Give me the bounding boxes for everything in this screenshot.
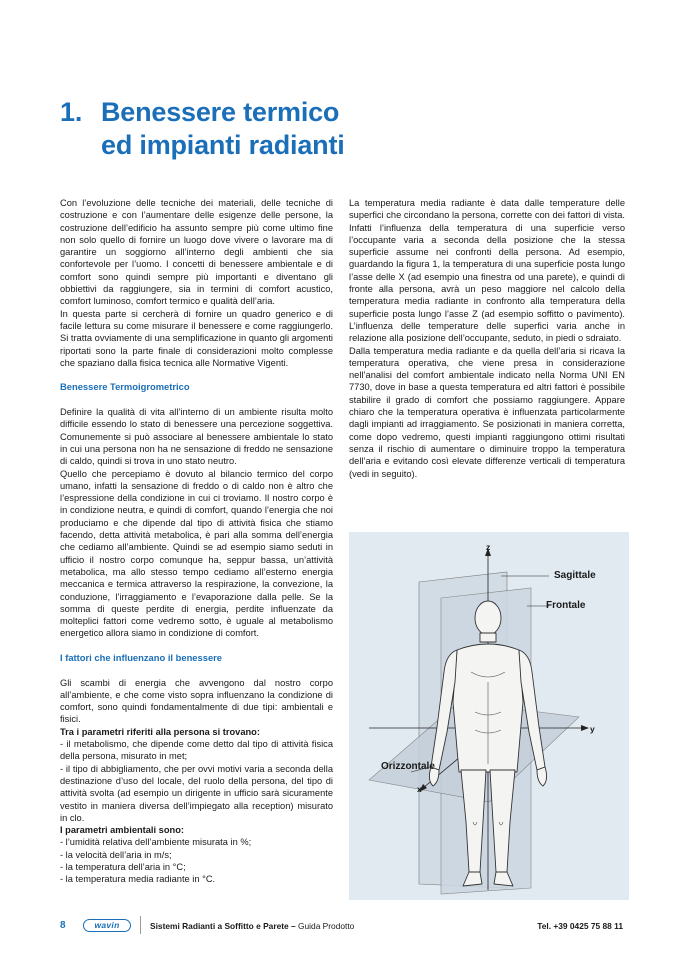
y-axis-arrow bbox=[581, 725, 589, 731]
personal-params-heading: Tra i parametri riferiti alla persona si trovano: bbox=[60, 726, 260, 737]
footer-title-bold: Sistemi Radianti a Soffitto e Parete – bbox=[150, 921, 296, 931]
intro-paragraph-1: Con l’evoluzione delle tecniche dei materiali, delle tecniche di costruzione e con l’aumentare delle esigenze delle persone, la costruzione dell’edificio ha assunto sempre più come ultimo fine non solo quello di fornire un luogo dove vivere o lavorare ma di garantire un soggiorno all’interno degli ambienti che sia confortevole per l’uomo. I concetti di benessere ambientale e di comfort sono quindi sempre più importanti e diventano gli obbiettivi da raggiungere, sia in termini di comfort acustico, comfort luminoso, comfort termico e qualità dell’aria. bbox=[60, 198, 333, 307]
axis-label-y: y bbox=[590, 724, 595, 734]
body-planes-illustration bbox=[349, 532, 629, 900]
env-item: - la temperatura dell’aria in °C; bbox=[60, 862, 186, 873]
body-planes-figure bbox=[349, 532, 629, 900]
label-frontale: Frontale bbox=[546, 600, 586, 611]
env-item: - la temperatura media radiante in °C. bbox=[60, 874, 216, 885]
left-column bbox=[60, 197, 333, 886]
heading-benessere-termoigrometrico: Benessere Termoigrometrico bbox=[60, 381, 190, 393]
label-orizzontale: Orizzontale bbox=[381, 761, 435, 772]
personal-item: - il metabolismo, che dipende come detto dal tipo di attività fisica della persona, misurato in met; bbox=[60, 739, 333, 762]
chapter-number: 1. bbox=[60, 97, 83, 127]
intro-paragraph-2: In questa parte si cercherà di fornire un quadro generico e di facile lettura su come misurare il benessere e come raggiungerlo. Si tratta ovviamente di una semplificazione in quanto gli argomenti riportati sono la parte finale di considerazioni molto complesse che spaziano dalla fisica tecnica alle Normative Vigenti. bbox=[60, 308, 333, 368]
section2-intro: Gli scambi di energia che avvengono dal nostro corpo all’ambiente, e che come visto sopra influenzano la condizione di comfort, sono quindi fondamentalmente di due tipi: ambientali e fisici. bbox=[60, 677, 333, 725]
section1-paragraph-2: Quello che percepiamo è dovuto al bilancio termico del corpo umano, infatti la sensazione di freddo o di caldo non è altro che l’espressione della condizione in cui ci troviamo. Il nostro corpo è in condizione neutra, e quindi di comfort, quando l’energia che noi produciamo e che dipende dal tipo di attività fisica che stiamo facendo, detta attività metabolica, è pari alla somma dell’energia che cediamo all’ambiente. Quindi se ad esempio siamo seduti in ufficio il nostro corpo comunque ha, seppur bassa, un’attività metabolica, ma allo stesso tempo cediamo all’esterno energia meccanica e termica attraverso la respirazione, la convezione, la conduzione, l’irraggiamento e l’evaporazione dalla pelle. Se la somma di queste perdite di energia, perdite influenzate da molteplici fattori come vedremo sotto, è uguale al metabolismo energetico allora siamo in condizione di comfort. bbox=[60, 468, 333, 639]
env-item: - la velocità dell’aria in m/s; bbox=[60, 849, 172, 860]
axis-label-z: z bbox=[486, 542, 491, 552]
footer-title-normal: Guida Prodotto bbox=[295, 921, 355, 931]
env-item: - l’umidità relativa dell’ambiente misurata in %; bbox=[60, 837, 252, 848]
section1-paragraph-1: Definire la qualità di vita all’interno di un ambiente risulta molto difficile essendo lo stato di benessere una percezione soggettiva. Comunemente si può associare al benessere ambientale lo stato in cui una persona non ha ne sensazione di freddo ne sensazione di caldo, quindi si trova in uno stato neutro. bbox=[60, 407, 333, 467]
title-line-1: Benessere termico bbox=[101, 97, 340, 127]
right-column bbox=[349, 197, 625, 480]
right-paragraph-1: La temperatura media radiante è data dalle temperature delle superfici che circondano la persona, corrette con dei fattori di vista. Infatti l’influenza della temperatura di una superficie verso l’occupante varia a seconda della posizione che la stessa superficie assume nei confronti della persona. Ad esempio, guardando la figura 1, la temperatura di una superficie posta lungo l’asse delle X (ad esempio una finestra od una parete), e quindi di fronte alla persona, avrà un peso maggiore nel calcolo della temperatura media radiante in confronto alla temperatura della superficie posta lungo l’asse Z (ad esempio soffitto o pavimento). L’influenza delle temperature delle superfici varia anche in relazione alla posizione dell’occupante, seduto, in piedi o sdraiato. bbox=[349, 198, 625, 344]
label-sagittale: Sagittale bbox=[554, 570, 596, 581]
axis-label-x: x bbox=[417, 784, 422, 794]
env-params-heading: I parametri ambientali sono: bbox=[60, 825, 184, 836]
footer-telephone: Tel. +39 0425 75 88 11 bbox=[537, 921, 623, 931]
page-number: 8 bbox=[60, 920, 66, 931]
personal-item: - il tipo di abbigliamento, che per ovvi motivi varia a seconda della destinazione d’uso del locale, del ruolo della persona, del tipo di attività svolta (ad esempio un dirigente in ufficio sarà sicuramente vestito in maniera diversa dell’impiegato alla reception) misurato in clo. bbox=[60, 763, 333, 823]
footer-title bbox=[150, 921, 354, 931]
page-footer bbox=[0, 916, 678, 936]
right-paragraph-2: Dalla temperatura media radiante e da quella dell’aria si ricava la temperatura operativa, che viene presa in considerazione nell’analisi del comfort ambientale indicato nella Norma UNI EN 7730, dove in base a questa temperatura ed altri fattori è possibile stabilire il grado di comfort che possiamo raggiungere. Appare chiaro che la temperatura operativa è influenzata particolarmente dagli impianti ad irraggiamento. Se posizionati in maniera corretta, come dopo vedremo, questi impianti raggiungono ottimi risultati senza il rischio di aumentare o diminuire troppo la temperatura dell’aria e evitando così elevate differenze verticali di temperatura (vedi in seguito). bbox=[349, 345, 625, 479]
title-line-2: ed impianti radianti bbox=[101, 130, 345, 160]
footer-divider bbox=[140, 916, 141, 934]
wavin-logo: wavin bbox=[83, 919, 131, 932]
heading-fattori-benessere: I fattori che influenzano il benessere bbox=[60, 651, 223, 663]
